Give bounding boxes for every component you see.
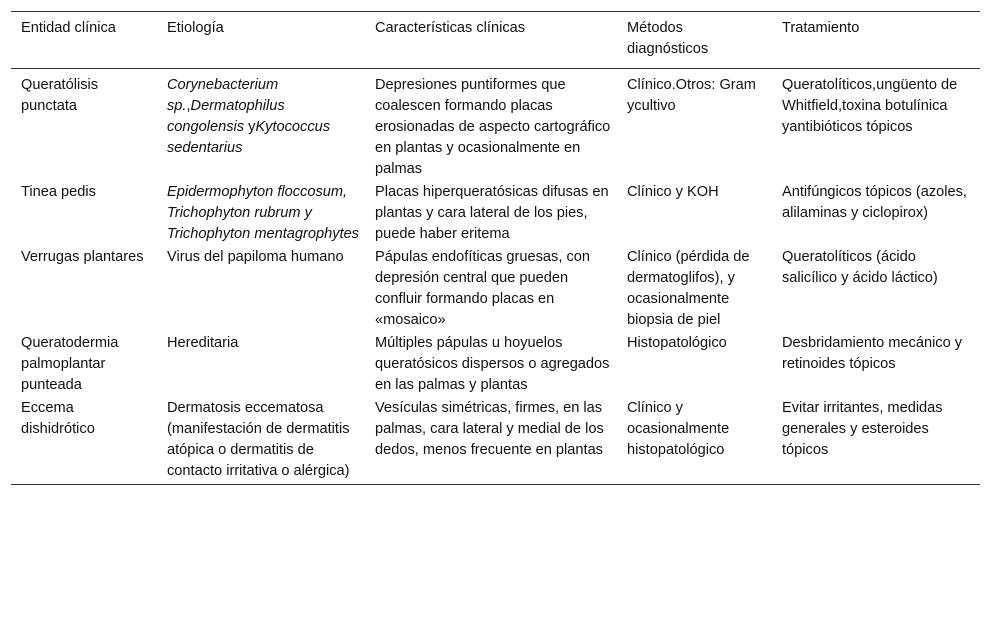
cell-etiologia [157, 69, 365, 183]
cell-caracteristicas: Depresiones puntiformes que coalescen formando placas erosionadas de aspecto cartográfico en plantas y ocasionalmente en palmas [375, 77, 611, 177]
header-etiologia: Etiología [157, 12, 365, 69]
cell-tratamiento: Antifúngicos tópicos (azoles, alilaminas y ciclopirox) [782, 184, 967, 221]
cell-metodos: Histopatológico [627, 335, 727, 351]
table-row [11, 182, 980, 247]
cell-entidad: Tinea pedis [21, 184, 96, 200]
cell-entidad: Eccema dishidrótico [11, 398, 157, 485]
etiologia-part: , [186, 98, 191, 114]
cell-metodos: Clínico y KOH [627, 184, 719, 200]
cell-tratamiento: Evitar irritantes, medidas generales y esteroides tópicos [772, 398, 980, 485]
clinical-table [11, 11, 980, 485]
cell-entidad: Verrugas plantares [21, 249, 144, 265]
cell-entidad: Queratodermia palmoplantar punteada [21, 335, 119, 393]
table-row [11, 398, 980, 485]
table-row [11, 69, 980, 183]
header-entidad: Entidad clínica [11, 12, 157, 69]
header-row [11, 12, 980, 69]
header-caracteristicas: Características clínicas [365, 12, 617, 69]
cell-caracteristicas: Pápulas endofíticas gruesas, con depresión central que pueden confluir formando placas en «mosaico» [375, 249, 590, 328]
cell-metodos: Clínico (pérdida de dermatoglifos), y ocasionalmente biopsia de piel [627, 249, 750, 328]
cell-etiologia: Epidermophyton floccosum, Trichophyton rubrum y Trichophyton mentagrophytes [167, 184, 359, 242]
etiologia-part: Kytococcus sedentarius [167, 119, 331, 156]
header-metodos: Métodos diagnósticos [617, 12, 772, 69]
cell-metodos: Clínico y ocasionalmente histopatológico [617, 398, 772, 485]
cell-entidad: Queratólisis punctata [21, 77, 99, 114]
cell-metodos: Clínico.Otros: Gram ycultivo [627, 77, 756, 114]
cell-etiologia: Virus del papiloma humano [167, 249, 344, 265]
etiologia-part: Corynebacterium sp. [167, 77, 279, 114]
cell-tratamiento: Queratolíticos,ungüento de Whitfield,toxina botulínica yantibióticos tópicos [782, 77, 958, 135]
cell-caracteristicas: Múltiples pápulas u hoyuelos queratósicos dispersos o agregados en las palmas y plantas [375, 335, 610, 393]
cell-caracteristicas: Placas hiperqueratósicas difusas en plantas y cara lateral de los pies, puede haber eritema [375, 184, 609, 242]
cell-etiologia: Dermatosis eccematosa (manifestación de dermatitis atópica o dermatitis de contacto irritativa o alérgica) [157, 398, 365, 485]
cell-etiologia: Hereditaria [167, 335, 239, 351]
etiologia-part: Dermatophilus congolensis [167, 98, 285, 135]
table-row [11, 247, 980, 333]
cell-caracteristicas: Vesículas simétricas, firmes, en las palmas, cara lateral y medial de los dedos, menos frecuente en plantas [365, 398, 617, 485]
cell-tratamiento: Queratolíticos (ácido salicílico y ácido láctico) [782, 249, 938, 286]
cell-tratamiento: Desbridamiento mecánico y retinoides tópicos [782, 335, 963, 372]
header-tratamiento: Tratamiento [772, 12, 980, 69]
etiologia-part: y [248, 119, 256, 135]
table-row [11, 333, 980, 398]
